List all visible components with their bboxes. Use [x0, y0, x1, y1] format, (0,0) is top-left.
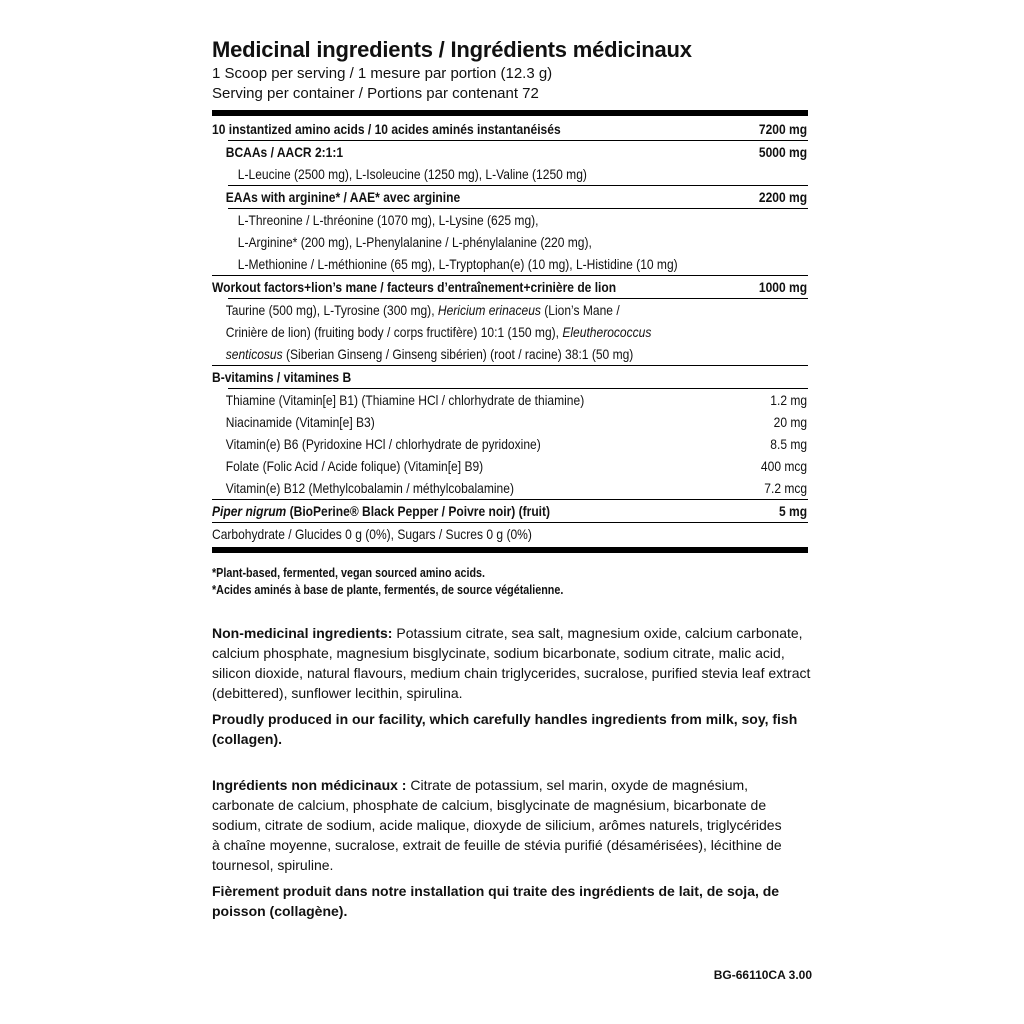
workout-label: Workout factors+lion’s mane / facteurs d’entraînement+crinière de lion	[212, 279, 617, 295]
bvit-name: Folate (Folic Acid / Acide folique) (Vitamin[e] B9)	[225, 458, 484, 474]
bvit-amount: 400 mcg	[760, 458, 808, 474]
eaa-detail-text: L-Methionine / L-méthionine (65 mg), L-Tryptophan(e) (10 mg), L-Histidine (10 mg)	[237, 256, 678, 272]
nonmed-en-text	[212, 623, 812, 703]
panel-title: Medicinal ingredients / Ingrédients médicinaux	[212, 37, 692, 62]
carbs-text: Carbohydrate / Glucides 0 g (0%), Sugars / Sucres 0 g (0%)	[212, 526, 532, 542]
bvit-item	[212, 389, 808, 411]
bvit-amount: 20 mg	[773, 414, 808, 430]
servings-per-container: Serving per container / Portions par contenant 72	[212, 85, 539, 102]
supplement-facts-label	[212, 36, 811, 921]
bvit-item	[212, 433, 808, 455]
carbs-row	[212, 523, 725, 545]
bcaa-amount: 5000 mg	[758, 144, 808, 160]
workout-detail-text	[226, 321, 652, 343]
bvit-row	[212, 366, 725, 388]
piper-row	[212, 500, 808, 522]
bcaa-row	[212, 141, 808, 163]
footnotes	[212, 565, 808, 599]
bcaa-detail-row	[212, 163, 725, 185]
eaa-detail-text: L-Arginine* (200 mg), L-Phenylalanine / L-phénylalanine (220 mg),	[237, 234, 592, 250]
allergen-en: Proudly produced in our facility, which carefully handles ingredients from milk, soy, fish (collagen).	[212, 711, 798, 747]
eaa-detail-text: L-Threonine / L-thréonine (1070 mg), L-Lysine (625 mg),	[237, 212, 539, 228]
text-part: Taurine (500 mg), L-Tyrosine (300 mg),	[225, 302, 438, 318]
bcaa-label: BCAAs / AACR 2:1:1	[225, 144, 344, 160]
text-part: (BioPerine® Black Pepper / Poivre noir) (fruit)	[286, 503, 551, 519]
bvit-name: Niacinamide (Vitamin[e] B3)	[225, 414, 375, 430]
footnote-en: *Plant-based, fermented, vegan sourced amino acids.	[212, 566, 486, 580]
nonmed-fr-label: Ingrédients non médicinaux :	[212, 777, 407, 793]
latin-name: Eleutherococcus	[562, 324, 652, 340]
amino-acids-row	[212, 118, 808, 140]
bcaa-detail: L-Leucine (2500 mg), L-Isoleucine (1250 mg), L-Valine (1250 mg)	[237, 166, 587, 182]
thick-divider	[212, 547, 808, 553]
thick-divider	[212, 110, 808, 116]
eaa-row	[212, 186, 808, 208]
text-part: (Siberian Ginseng / Ginseng sibérien) (root / racine) 38:1 (50 mg)	[282, 346, 634, 362]
bvit-name: Thiamine (Vitamin[e] B1) (Thiamine HCl / chlorhydrate de thiamine)	[225, 392, 585, 408]
nonmed-fr-block	[212, 775, 792, 921]
bvit-name: Vitamin(e) B6 (Pyridoxine HCl / chlorhydrate de pyridoxine)	[225, 436, 541, 452]
latin-name: Hericium erinaceus	[437, 302, 541, 318]
eaa-detail-2	[212, 231, 725, 253]
eaa-label: EAAs with arginine* / AAE* avec arginine	[225, 189, 461, 205]
nonmed-fr-text	[212, 775, 792, 875]
text-part: Crinière de lion) (fruiting body / corps fructifère) 10:1 (150 mg),	[225, 324, 563, 340]
latin-name: senticosus	[225, 346, 283, 362]
bvit-name: Vitamin(e) B12 (Methylcobalamin / méthylcobalamine)	[225, 480, 514, 496]
workout-detail-text	[226, 343, 634, 365]
piper-amount: 5 mg	[779, 503, 808, 519]
text-part: (Lion’s Mane /	[540, 302, 620, 318]
footnote-fr: *Acides aminés à base de plante, fermentés, de source végétalienne.	[212, 583, 564, 597]
eaa-detail-3	[212, 253, 725, 275]
product-code: BG-66110CA 3.00	[713, 968, 812, 982]
serving-size: 1 Scoop per serving / 1 mesure par portion (12.3 g)	[212, 65, 553, 82]
nonmed-en-label: Non-medicinal ingredients:	[212, 625, 393, 641]
amino-acids-amount: 7200 mg	[758, 121, 808, 137]
allergen-fr: Fièrement produit dans notre installation qui traite des ingrédients de lait, de soja, de poisson (collagène).	[212, 883, 780, 919]
bvit-list	[212, 389, 808, 499]
workout-row	[212, 276, 808, 298]
bvit-item	[212, 455, 808, 477]
workout-detail-3	[212, 343, 725, 365]
latin-name: Piper nigrum	[212, 503, 287, 519]
workout-detail-text	[226, 299, 620, 321]
bvit-item	[212, 411, 808, 433]
bvit-amount: 1.2 mg	[770, 392, 808, 408]
nonmed-en-list: Potassium citrate, sea salt, magnesium oxide, calcium carbonate, calcium phosphate, magnesium bisglycinate, sodium bicarbonate, sodium citrate, malic acid, silicon dioxide, natural flavours, medium chain triglycerides, sucralose, purified stevia leaf extract (debittered), sunflower lecithin, spirulina.	[212, 625, 811, 701]
workout-detail-1	[212, 299, 725, 321]
eaa-detail-1	[212, 209, 725, 231]
bvit-amount: 7.2 mcg	[764, 480, 808, 496]
bvit-item	[212, 477, 808, 499]
workout-amount: 1000 mg	[758, 279, 808, 295]
piper-label	[212, 500, 550, 522]
nonmed-fr-list: Citrate de potassium, sel marin, oxyde de magnésium, carbonate de calcium, phosphate de calcium, bisglycinate de magnésium, bicarbonate de sodium, citrate de sodium, acide malique, dioxyde de silicium, arômes naturels, triglycérides à chaîne moyenne, sucralose, extrait de feuille de stévia purifié (désamérisées), lécithine de tournesol, spiruline.	[212, 777, 782, 873]
eaa-amount: 2200 mg	[758, 189, 808, 205]
amino-acids-label: 10 instantized amino acids / 10 acides aminés instantanéisés	[212, 121, 561, 137]
nonmed-en-block	[212, 623, 812, 749]
bvit-label: B-vitamins / vitamines B	[212, 369, 352, 385]
workout-detail-2	[212, 321, 725, 343]
bvit-amount: 8.5 mg	[770, 436, 808, 452]
